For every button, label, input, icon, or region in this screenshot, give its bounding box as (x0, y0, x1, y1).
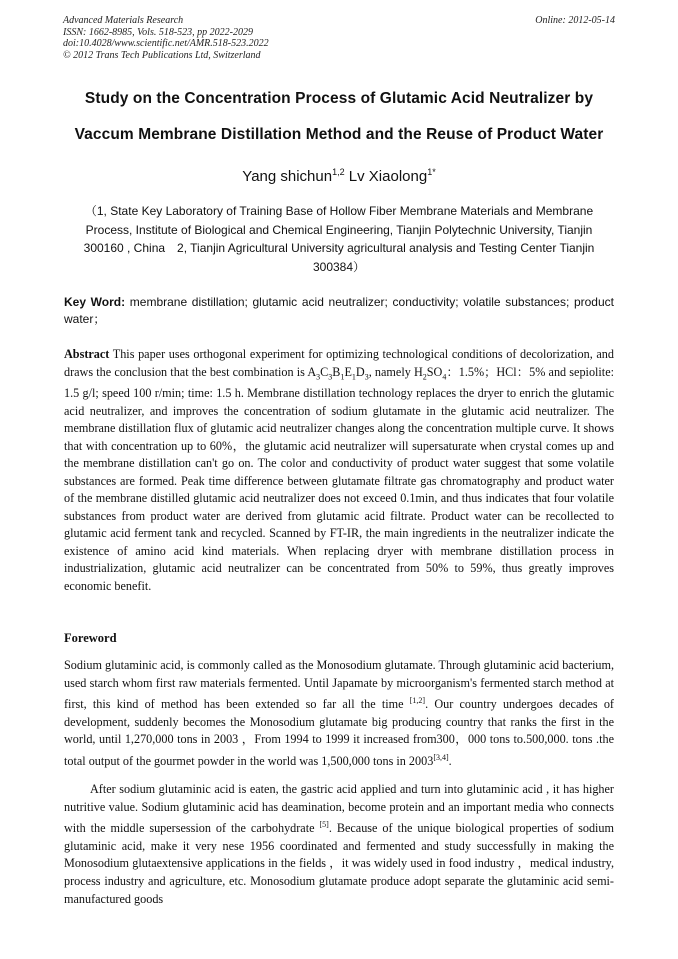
keywords-text: membrane distillation; glutamic acid neutralizer; conductivity; volatile substances; product water； (64, 295, 614, 326)
author-2-affil: 1* (427, 167, 436, 177)
foreword-heading: Foreword (64, 631, 117, 645)
foreword-paragraph-1 (64, 657, 614, 771)
paragraph-text: Sodium glutaminic acid, is commonly called as the Monosodium glutamate. Through glutaminic acid bacterium, used starch whom first raw materials fermented. Until Japamate by microorganism's fermented starch method at first, this kind of method has been extended so far all the time (64, 658, 614, 712)
journal-name: Advanced Materials Research (63, 15, 184, 26)
subscript: 3 (328, 371, 333, 381)
paragraph-text: . (448, 754, 452, 769)
author-2: Lv Xiaolong (348, 168, 428, 185)
keywords (64, 294, 614, 328)
author-1: Yang shichun (242, 168, 333, 185)
factor-e: E (344, 364, 352, 379)
paragraph-text: . Our country undergoes decades of development, suddenly becomes the Monosodium glutamate big producing country that ranks the first in the world, until 1,270,000 tons in 2003 ，From 1994 to 1999 it increased from300，000 tons to.500,000. tons .the total output of the gourmet powder in the world was 1,500,000 tons in 2003 (64, 697, 614, 769)
factor-d: D (355, 364, 365, 379)
paper-title-line-2: Vaccum Membrane Distillation Method and the Reuse of Product Water (74, 126, 604, 143)
abstract-text-1: This paper uses orthogonal experiment for optimizing technological conditions of decolorization, and draws the conclusion that the best combination is A (64, 347, 614, 379)
doi-line: doi:10.4028/www.scientific.net/AMR.518-523.2022 (63, 38, 269, 49)
foreword-paragraph-2 (64, 781, 614, 908)
abstract (64, 346, 614, 595)
subscript: 3 (364, 371, 369, 381)
abstract-text-2: , namely H (368, 364, 423, 379)
citation: [5] (319, 820, 329, 830)
abstract-text-3: ：1.5%；HCl：5% and sepiolite: 1.5 g/l; speed 100 r/min; time: 1.5 h. Membrane distillation technology replaces the dryer to enrich the glutamic acid neutralizer, and improves the concentration of sodium glutamate in the glutamic acid neutralizer. The membrane distillation flux of glutamic acid neutralizer changes along the concentration multiple curve. It shows that with concentration up to 60%，the glutamic acid neutralizer will supersaturate when crystal comes up and the membrane distillation can't go on. The color and conductivity of product water suggest that some volatile substances are formed. Peak time difference between glutamate filtrate gas chromatography and product water of the membrane distilled glutamic acid neutralizer does not exceed 0.1min, and thus indicates that four volatile substances from product water are derived from glutamic acid filtrate. Product water can be recollected to glutamic acid ferment tank and recycled. Scanned by FT-IR, the main ingredients in the neutralizer indicate the existence of amino acid kind materials. When replacing dryer with membrane distillation process in industrialization, glutamic acid neutralizer can be concentrated from 50% to 59%, thus greatly improves economic benefit. (64, 364, 614, 593)
authors (40, 167, 638, 185)
abstract-label: Abstract (64, 347, 110, 361)
keywords-label: Key Word: (64, 295, 126, 309)
subscript: 4 (442, 371, 447, 381)
subscript: 3 (316, 371, 321, 381)
citation: [1,2] (409, 696, 426, 706)
paper-title-line-1: Study on the Concentration Process of Glutamic Acid Neutralizer by (84, 90, 594, 107)
affiliations: （1, State Key Laboratory of Training Base of Hollow Fiber Membrane Materials and Membrane Process, Institute of Biological and Chemical Engineering, Tianjin Polytechnic University, Tianjin 300160 , China 2, Tianjin Agricultural University agricultural analysis and Testing Center Tianjin 300384） (83, 204, 595, 274)
author-1-affil: 1,2 (332, 167, 345, 177)
factor-c: C (320, 364, 329, 379)
subscript: 1 (340, 371, 345, 381)
copyright-line: © 2012 Trans Tech Publications Ltd, Switzerland (63, 49, 261, 61)
journal-header (63, 15, 615, 61)
subscript: 1 (351, 371, 356, 381)
factor-b: B (332, 364, 341, 379)
paragraph-text: After sodium glutaminic acid is eaten, the gastric acid applied and turn into glutaminic acid , it has higher nutritive value. Sodium glutaminic acid has deamination, become protein and an important media who connects with the middle supersession of the carbohydrate (64, 782, 614, 836)
subscript: 2 (422, 371, 427, 381)
issn-line: ISSN: 1662-8985, Vols. 518-523, pp 2022-2029 (63, 26, 253, 38)
formula-so: SO (426, 364, 443, 379)
citation: [3,4] (433, 753, 449, 763)
online-date: Online: 2012-05-14 (535, 15, 615, 26)
paragraph-text: . Because of the unique biological properties of sodium glutaminic acid, make it very nese 1956 coordinated and fermented and study successfully in making the Monosodium glutaextensive applications in the fields ，it was widely used in food industry ，medical industry, process industry and agriculture, etc. Monosodium glutamate produce adopt separate the glutaminic acid semi-manufactured goods (64, 821, 615, 906)
